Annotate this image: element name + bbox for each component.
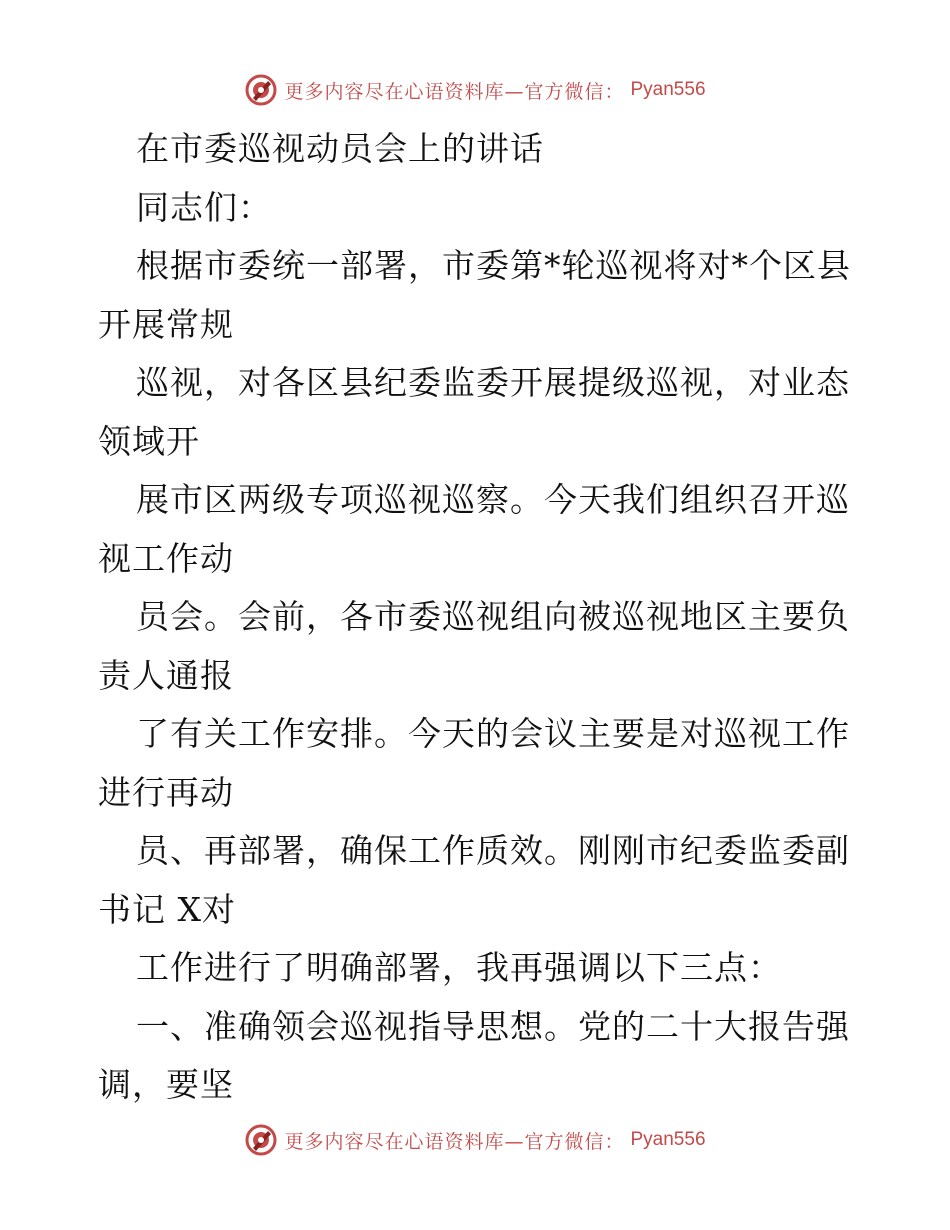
watermark-text: 更多内容尽在心语资料库—官方微信： (284, 1130, 625, 1153)
text-line: 一、准确领会巡视指导思想。党的二十大报告强 (136, 1006, 850, 1046)
text-line: 展市区两级专项巡视巡察。今天我们组织召开巡 (136, 480, 850, 519)
text-line: 在市委巡视动员会上的讲话 (136, 129, 544, 168)
text-line: 领域开 (98, 421, 200, 461)
document-body (98, 120, 858, 1115)
text-line: 员、再部署，确保工作质效。刚刚市纪委监委副 (136, 831, 850, 870)
text-line: 开展常规 (98, 304, 234, 344)
watermark-handle: Pyan556 (630, 79, 706, 100)
watermark-footer (0, 1120, 950, 1160)
text-line: 责人通报 (98, 655, 234, 695)
text-line: 调，要坚 (98, 1065, 234, 1104)
text-line: 进行再动 (98, 772, 234, 812)
pen-logo-icon (244, 1123, 278, 1157)
text-line: 员会。会前，各市委巡视组向被巡视地区主要负 (136, 597, 850, 636)
text-line: 视工作动 (98, 538, 234, 578)
text-line: 工作进行了明确部署，我再强调以下三点： (136, 948, 782, 987)
text-line: 根据市委统一部署，市委第*轮巡视将对*个区县 (136, 246, 851, 285)
text-line: 同志们： (136, 187, 272, 227)
watermark-text: 更多内容尽在心语资料库—官方微信： (284, 80, 625, 103)
text-line: 了有关工作安排。今天的会议主要是对巡视工作 (136, 714, 850, 753)
text-line: 巡视，对各区县纪委监委开展提级巡视，对业态 (136, 363, 850, 402)
text-line: 书记 X对 (98, 889, 236, 929)
watermark-handle: Pyan556 (630, 1129, 706, 1150)
pen-logo-icon (244, 73, 278, 107)
watermark-header (0, 70, 950, 110)
